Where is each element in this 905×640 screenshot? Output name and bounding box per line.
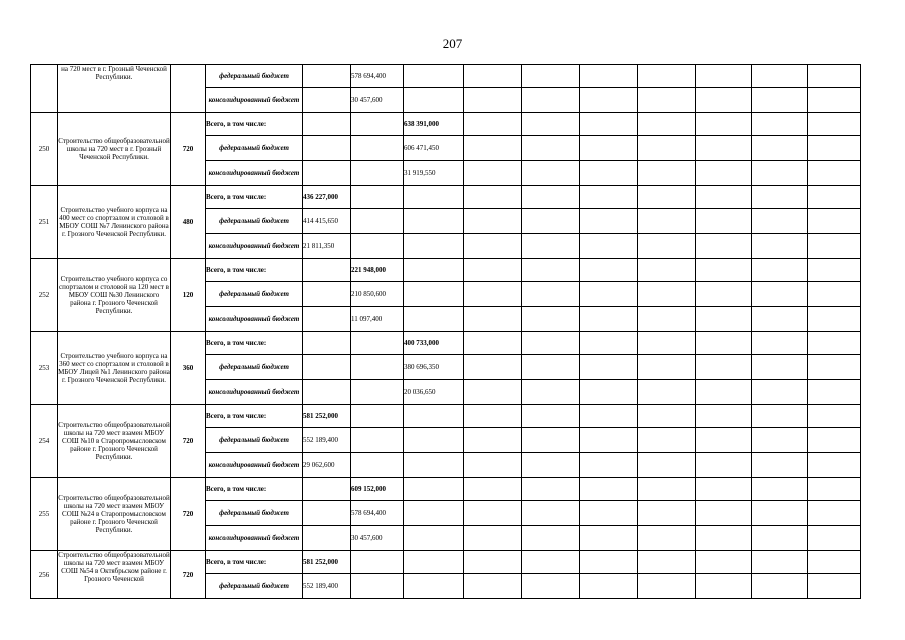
empty-cell [696,574,752,599]
empty-cell [522,405,580,428]
amount-consolidated: 20 036,650 [404,380,464,405]
empty-cell [808,88,861,113]
amount-federal: 210 850,600 [351,282,404,307]
empty-cell [638,161,696,186]
budget-label-total: Всего, в том числе: [206,478,303,501]
empty-cell [696,88,752,113]
empty-cell [808,307,861,332]
empty-cell [580,405,638,428]
empty-cell [808,259,861,282]
table-row [31,259,861,282]
empty-cell [638,551,696,574]
empty-cell [752,574,808,599]
empty-cell [464,478,522,501]
empty-cell [522,551,580,574]
empty-cell [696,453,752,478]
row-number: 256 [31,551,58,599]
empty-cell [303,332,351,355]
row-number: 253 [31,332,58,405]
empty-cell [808,405,861,428]
empty-cell [351,332,404,355]
row-number: 255 [31,478,58,551]
empty-cell [580,526,638,551]
empty-cell [696,332,752,355]
amount-federal: 552 189,400 [303,574,351,599]
empty-cell [522,574,580,599]
amount-consolidated: 31 919,550 [404,161,464,186]
empty-cell [638,186,696,209]
empty-cell [464,136,522,161]
table-row [31,478,861,501]
amount-federal: 606 471,450 [404,136,464,161]
empty-cell [404,65,464,88]
empty-cell [522,186,580,209]
empty-cell [464,161,522,186]
empty-cell [351,209,404,234]
empty-cell [351,136,404,161]
empty-cell [696,136,752,161]
empty-cell [404,405,464,428]
empty-cell [580,574,638,599]
empty-cell [696,380,752,405]
empty-cell [580,136,638,161]
empty-cell [638,405,696,428]
empty-cell [580,259,638,282]
empty-cell [752,428,808,453]
object-name: Строительство общеобразовательной школы на 720 мест в г. Грозный Чеченской Республики. [58,113,171,186]
empty-cell [580,307,638,332]
empty-cell [752,453,808,478]
empty-cell [752,209,808,234]
empty-cell [522,65,580,88]
empty-cell [580,234,638,259]
empty-cell [404,282,464,307]
empty-cell [638,501,696,526]
empty-cell [351,161,404,186]
empty-cell [303,161,351,186]
empty-cell [752,186,808,209]
row-number [31,65,58,113]
budget-label-federal: федеральный бюджет [206,574,303,599]
budget-label-federal: федеральный бюджет [206,65,303,88]
empty-cell [808,161,861,186]
amount-consolidated: 21 811,350 [303,234,351,259]
capacity: 480 [171,186,206,259]
amount-total: 400 733,000 [404,332,464,355]
object-name: Строительство учебного корпуса на 400 мест со спортзалом и столовой в МБОУ СОШ №7 Ленинского района г. Грозного Чеченской Республики. [58,186,171,259]
empty-cell [580,478,638,501]
empty-cell [696,501,752,526]
empty-cell [404,234,464,259]
empty-cell [351,574,404,599]
budget-label-federal: федеральный бюджет [206,428,303,453]
empty-cell [303,259,351,282]
row-number: 251 [31,186,58,259]
empty-cell [808,574,861,599]
empty-cell [808,282,861,307]
empty-cell [752,161,808,186]
empty-cell [808,355,861,380]
empty-cell [404,526,464,551]
amount-total: 638 391,000 [404,113,464,136]
empty-cell [464,551,522,574]
empty-cell [580,332,638,355]
capacity: 360 [171,332,206,405]
table-row [31,113,861,136]
budget-label-total: Всего, в том числе: [206,186,303,209]
budget-label-consolidated: консолидированный бюджет [206,307,303,332]
empty-cell [638,355,696,380]
empty-cell [752,234,808,259]
amount-federal: 552 189,400 [303,428,351,453]
empty-cell [696,355,752,380]
empty-cell [752,88,808,113]
budget-label-consolidated: консолидированный бюджет [206,380,303,405]
empty-cell [808,209,861,234]
budget-label-consolidated: консолидированный бюджет [206,88,303,113]
empty-cell [351,186,404,209]
budget-label-consolidated: консолидированный бюджет [206,234,303,259]
empty-cell [580,209,638,234]
empty-cell [522,501,580,526]
empty-cell [351,551,404,574]
empty-cell [808,113,861,136]
empty-cell [303,501,351,526]
empty-cell [522,453,580,478]
empty-cell [580,551,638,574]
object-name: Строительство общеобразовательной школы на 720 мест взамен МБОУ СОШ №54 в Октябрьском районе г. Грозного Чеченской [58,551,171,599]
empty-cell [752,501,808,526]
empty-cell [580,186,638,209]
budget-label-consolidated: консолидированный бюджет [206,161,303,186]
empty-cell [303,282,351,307]
empty-cell [404,186,464,209]
table-row [31,65,861,88]
empty-cell [696,113,752,136]
object-name: Строительство общеобразовательной школы на 720 мест взамен МБОУ СОШ №24 в Старопромысловском районе г. Грозного Чеченской Республики. [58,478,171,551]
empty-cell [522,307,580,332]
empty-cell [580,355,638,380]
empty-cell [464,209,522,234]
capacity: 720 [171,113,206,186]
empty-cell [696,405,752,428]
budget-label-total: Всего, в том числе: [206,405,303,428]
object-name: на 720 мест в г. Грозный Чеченской Республики. [58,65,171,113]
empty-cell [638,574,696,599]
empty-cell [638,428,696,453]
empty-cell [808,551,861,574]
empty-cell [464,574,522,599]
empty-cell [696,186,752,209]
empty-cell [464,501,522,526]
empty-cell [638,136,696,161]
empty-cell [808,234,861,259]
empty-cell [580,65,638,88]
empty-cell [522,332,580,355]
table-row [31,332,861,355]
empty-cell [464,332,522,355]
empty-cell [580,501,638,526]
empty-cell [808,428,861,453]
empty-cell [303,65,351,88]
empty-cell [404,428,464,453]
budget-label-consolidated: консолидированный бюджет [206,453,303,478]
empty-cell [464,65,522,88]
object-name: Строительство учебного корпуса со спортзалом и столовой на 120 мест в МБОУ СОШ №30 Ленинского района г. Грозного Чеченской Республики. [58,259,171,332]
empty-cell [808,65,861,88]
budget-label-federal: федеральный бюджет [206,282,303,307]
empty-cell [638,526,696,551]
empty-cell [404,551,464,574]
empty-cell [808,380,861,405]
empty-cell [808,501,861,526]
empty-cell [303,136,351,161]
empty-cell [808,332,861,355]
empty-cell [522,380,580,405]
empty-cell [580,428,638,453]
budget-label-federal: федеральный бюджет [206,136,303,161]
empty-cell [638,259,696,282]
table-row [31,405,861,428]
empty-cell [464,282,522,307]
empty-cell [404,209,464,234]
amount-federal: 578 694,400 [351,65,404,88]
empty-cell [580,380,638,405]
capacity [171,65,206,113]
row-number: 250 [31,113,58,186]
empty-cell [638,478,696,501]
empty-cell [696,428,752,453]
empty-cell [522,113,580,136]
budget-label-total: Всего, в том числе: [206,113,303,136]
amount-total: 581 252,000 [303,405,351,428]
empty-cell [404,88,464,113]
empty-cell [752,551,808,574]
empty-cell [464,88,522,113]
object-name: Строительство учебного корпуса на 360 мест со спортзалом и столовой в МБОУ Лицей №1 Ленинского района г. Грозного Чеченской Республики. [58,332,171,405]
empty-cell [638,453,696,478]
empty-cell [464,355,522,380]
capacity: 120 [171,259,206,332]
empty-cell [752,478,808,501]
empty-cell [638,307,696,332]
empty-cell [303,526,351,551]
empty-cell [464,405,522,428]
budget-label-total: Всего, в том числе: [206,259,303,282]
empty-cell [522,209,580,234]
empty-cell [638,209,696,234]
amount-total: 221 948,000 [351,259,404,282]
empty-cell [696,234,752,259]
empty-cell [696,478,752,501]
empty-cell [752,282,808,307]
amount-federal: 578 694,400 [351,501,404,526]
empty-cell [752,65,808,88]
empty-cell [752,380,808,405]
table-row [31,551,861,574]
empty-cell [696,526,752,551]
empty-cell [696,282,752,307]
empty-cell [464,113,522,136]
budget-label-federal: федеральный бюджет [206,355,303,380]
empty-cell [696,259,752,282]
empty-cell [752,307,808,332]
empty-cell [522,161,580,186]
empty-cell [638,234,696,259]
budget-label-federal: федеральный бюджет [206,501,303,526]
empty-cell [696,209,752,234]
empty-cell [752,332,808,355]
empty-cell [580,453,638,478]
empty-cell [464,186,522,209]
empty-cell [638,380,696,405]
amount-total: 436 227,000 [303,186,351,209]
empty-cell [522,234,580,259]
empty-cell [580,282,638,307]
empty-cell [464,307,522,332]
empty-cell [404,307,464,332]
empty-cell [303,88,351,113]
empty-cell [638,113,696,136]
empty-cell [522,428,580,453]
empty-cell [752,355,808,380]
amount-federal: 380 696,350 [404,355,464,380]
empty-cell [404,574,464,599]
object-name: Строительство общеобразовательной школы на 720 мест взамен МБОУ СОШ №10 в Старопромысловском районе г. Грозного Чеченской Республики. [58,405,171,478]
empty-cell [303,355,351,380]
empty-cell [464,259,522,282]
empty-cell [808,136,861,161]
empty-cell [404,259,464,282]
empty-cell [752,259,808,282]
empty-cell [808,453,861,478]
page-number: 207 [442,36,463,51]
table-row [31,186,861,209]
amount-total: 609 152,000 [351,478,404,501]
empty-cell [351,113,404,136]
capacity: 720 [171,551,206,599]
empty-cell [351,453,404,478]
empty-cell [303,478,351,501]
budget-table [30,64,861,599]
empty-cell [351,405,404,428]
empty-cell [404,453,464,478]
empty-cell [638,332,696,355]
empty-cell [522,136,580,161]
empty-cell [522,259,580,282]
budget-label-consolidated: консолидированный бюджет [206,526,303,551]
empty-cell [522,478,580,501]
empty-cell [404,478,464,501]
empty-cell [464,428,522,453]
empty-cell [351,428,404,453]
empty-cell [303,307,351,332]
empty-cell [522,88,580,113]
empty-cell [808,478,861,501]
empty-cell [303,113,351,136]
empty-cell [351,380,404,405]
amount-consolidated: 29 062,600 [303,453,351,478]
empty-cell [351,355,404,380]
capacity: 720 [171,405,206,478]
empty-cell [696,161,752,186]
empty-cell [351,234,404,259]
empty-cell [752,136,808,161]
empty-cell [580,161,638,186]
empty-cell [808,526,861,551]
empty-cell [638,65,696,88]
amount-total: 581 252,000 [303,551,351,574]
amount-consolidated: 11 097,400 [351,307,404,332]
empty-cell [522,526,580,551]
empty-cell [696,307,752,332]
budget-label-total: Всего, в том числе: [206,332,303,355]
empty-cell [522,282,580,307]
empty-cell [464,380,522,405]
empty-cell [464,453,522,478]
empty-cell [464,234,522,259]
empty-cell [404,501,464,526]
row-number: 252 [31,259,58,332]
budget-label-total: Всего, в том числе: [206,551,303,574]
empty-cell [522,355,580,380]
empty-cell [464,526,522,551]
amount-consolidated: 30 457,600 [351,526,404,551]
budget-label-federal: федеральный бюджет [206,209,303,234]
empty-cell [303,380,351,405]
empty-cell [752,526,808,551]
empty-cell [696,65,752,88]
empty-cell [638,282,696,307]
empty-cell [752,113,808,136]
empty-cell [752,405,808,428]
amount-federal: 414 415,650 [303,209,351,234]
row-number: 254 [31,405,58,478]
amount-consolidated: 30 457,600 [351,88,404,113]
budget-table-body [31,65,861,599]
empty-cell [808,186,861,209]
empty-cell [580,88,638,113]
empty-cell [638,88,696,113]
empty-cell [696,551,752,574]
empty-cell [580,113,638,136]
capacity: 720 [171,478,206,551]
